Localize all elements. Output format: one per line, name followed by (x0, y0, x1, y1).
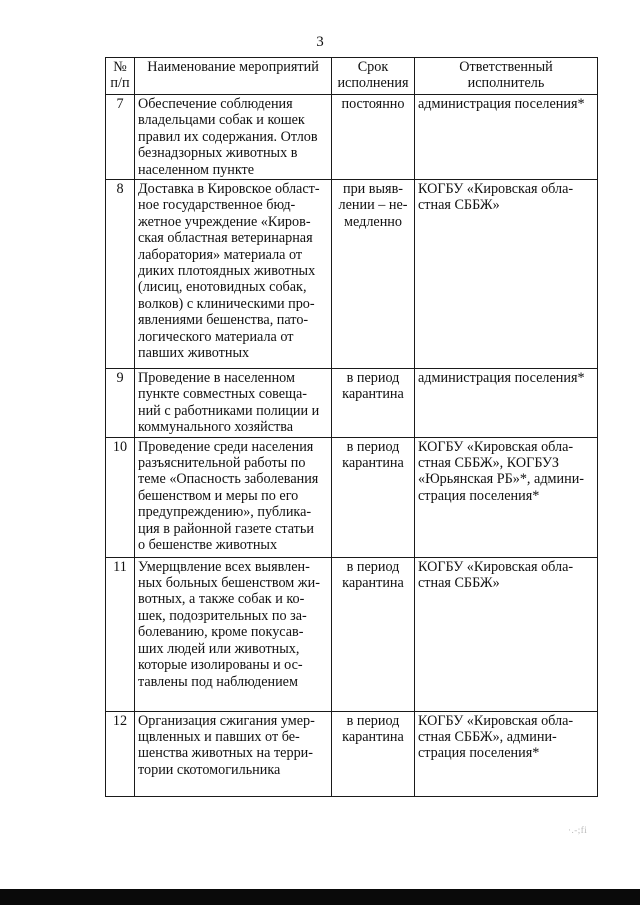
row-responsible: КОГБУ «Кировская обла- стная СББЖ» (415, 180, 598, 369)
header-number: № п/п (106, 58, 135, 95)
table-row (106, 557, 598, 711)
row-term: в период карантина (332, 711, 415, 796)
table-row (106, 369, 598, 438)
row-responsible: КОГБУ «Кировская обла- стная СББЖ», админи- страция поселения* (415, 711, 598, 796)
row-number: 11 (106, 557, 135, 711)
row-number: 10 (106, 437, 135, 557)
row-responsible: администрация поселения* (415, 369, 598, 438)
table-row (106, 711, 598, 796)
measures-table (105, 57, 598, 797)
row-term: при выяв- лении – не- медленно (332, 180, 415, 369)
row-term: постоянно (332, 95, 415, 180)
row-term: в период карантина (332, 369, 415, 438)
row-measure-name: Проведение среди населения разъяснительной работы по теме «Опасность заболевания бешенством и меры по его предупреждению», публика- ция в районной газете статьи о бешенстве животных (135, 437, 332, 557)
table-row (106, 95, 598, 180)
margin-mark: ·.-;fi (568, 825, 588, 835)
row-number: 7 (106, 95, 135, 180)
row-number: 12 (106, 711, 135, 796)
row-responsible: администрация поселения* (415, 95, 598, 180)
row-number: 8 (106, 180, 135, 369)
row-responsible: КОГБУ «Кировская обла- стная СББЖ», КОГБУЗ «Юрьянская РБ»*, админи- страция поселения* (415, 437, 598, 557)
scan-edge-bar (0, 889, 640, 905)
row-measure-name: Доставка в Кировское област- ное государственное бюд- жетное учреждение «Киров- ская областная ветеринарная лаборатория» материала от диких плотоядных животных (лисиц, енотовидных собак, волков) с клиническими про- явлениями бешенства, пато- логического материала от павших животных (135, 180, 332, 369)
header-term: Срок исполнения (332, 58, 415, 95)
table-row (106, 437, 598, 557)
row-number: 9 (106, 369, 135, 438)
header-responsible: Ответственный исполнитель (415, 58, 598, 95)
row-responsible: КОГБУ «Кировская обла- стная СББЖ» (415, 557, 598, 711)
page-number: 3 (316, 34, 324, 50)
row-term: в период карантина (332, 557, 415, 711)
row-term: в период карантина (332, 437, 415, 557)
row-measure-name: Организация сжигания умер- щвленных и павших от бе- шенства животных на терри- тории скотомогильника (135, 711, 332, 796)
row-measure-name: Проведение в населенном пункте совместных совеща- ний с работниками полиции и коммунального хозяйства (135, 369, 332, 438)
table-row (106, 180, 598, 369)
table-header-row (106, 58, 598, 95)
header-measure-name: Наименование мероприятий (135, 58, 332, 95)
row-measure-name: Обеспечение соблюдения владельцами собак и кошек правил их содержания. Отлов безнадзорных животных в населенном пункте (135, 95, 332, 180)
row-measure-name: Умерщвление всех выявлен- ных больных бешенством жи- вотных, а также собак и ко- шек, подозрительных по за- болеванию, кроме покусав- ших людей или животных, которые изолированы и ос- тавлены под наблюдением (135, 557, 332, 711)
